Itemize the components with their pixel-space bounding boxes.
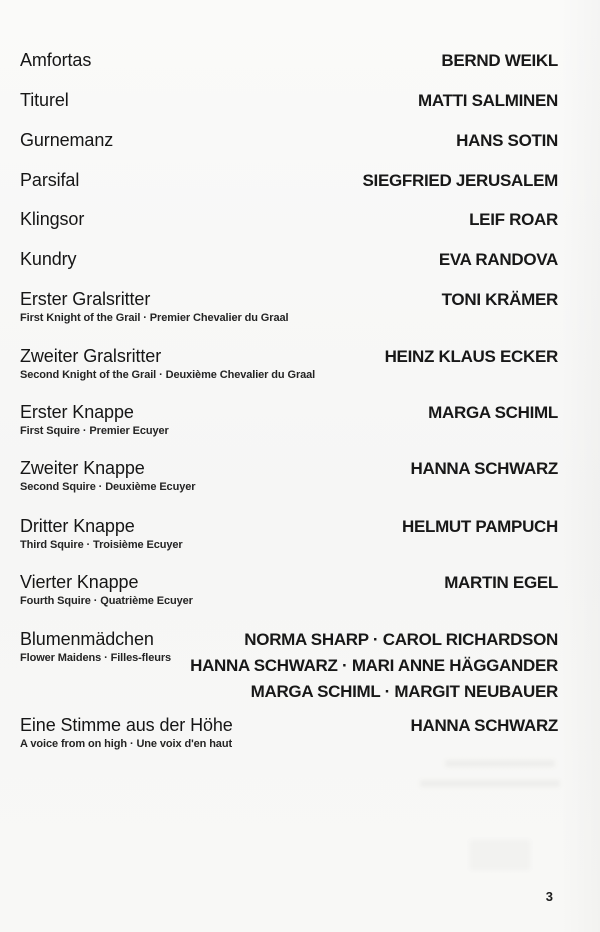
performer-name: LEIF ROAR <box>469 210 558 229</box>
role-name: Eine Stimme aus der Höhe <box>20 715 233 735</box>
cast-row-zweiter-gralsritter <box>20 346 558 381</box>
cast-row-kundry <box>20 249 558 269</box>
performer-name: HANNA SCHWARZ <box>410 459 558 478</box>
role-translation: Third Squire · Troisième Ecuyer <box>20 539 183 551</box>
cast-row-parsifal <box>20 170 558 190</box>
performer-name: MATTI SALMINEN <box>418 91 558 110</box>
role-name: Zweiter Gralsritter <box>20 346 162 366</box>
cast-row-erster-gralsritter <box>20 289 558 324</box>
role-name: Gurnemanz <box>20 130 114 150</box>
role-translation: A voice from on high · Une voix d'en haut <box>20 738 233 750</box>
cast-row-vierter-knappe <box>20 572 558 607</box>
performer-line: MARGA SCHIML · MARGIT NEUBAUER <box>250 682 558 701</box>
role-translation: First Knight of the Grail · Premier Chevalier du Graal <box>20 312 289 324</box>
performer-name: MARTIN EGEL <box>444 573 558 592</box>
role-translation: First Squire · Premier Ecuyer <box>20 425 169 437</box>
role-name: Titurel <box>20 90 69 110</box>
role-translation: Fourth Squire · Quatrième Ecuyer <box>20 595 193 607</box>
page-showthrough-mark <box>420 780 560 787</box>
cast-row-klingsor <box>20 209 558 229</box>
role-name: Vierter Knappe <box>20 572 139 592</box>
performer-name: MARGA SCHIML <box>428 403 558 422</box>
role-name: Zweiter Knappe <box>20 458 145 478</box>
performer-name: HEINZ KLAUS ECKER <box>384 347 558 366</box>
cast-row-blumenmaedchen <box>20 629 558 701</box>
performer-line: NORMA SHARP · CAROL RICHARDSON <box>244 630 558 649</box>
page-number: 3 <box>545 889 553 904</box>
role-name: Klingsor <box>20 209 85 229</box>
cast-row-zweiter-knappe <box>20 458 558 493</box>
role-name: Erster Gralsritter <box>20 289 151 309</box>
performer-name: HANNA SCHWARZ <box>410 716 558 735</box>
cast-row-gurnemanz <box>20 130 558 150</box>
role-name: Dritter Knappe <box>20 516 135 536</box>
performer-name: HANS SOTIN <box>456 131 558 150</box>
cast-row-amfortas <box>20 50 558 70</box>
page-showthrough-mark <box>445 760 555 767</box>
role-name: Amfortas <box>20 50 92 70</box>
performer-name: EVA RANDOVA <box>438 250 558 269</box>
cast-row-erster-knappe <box>20 402 558 437</box>
page-showthrough-mark <box>470 840 530 870</box>
performer-name-group <box>190 627 558 705</box>
role-name: Blumenmädchen <box>20 629 154 649</box>
cast-row-titurel <box>20 90 558 110</box>
performer-name: BERND WEIKL <box>441 51 558 70</box>
role-translation: Second Knight of the Grail · Deuxième Chevalier du Graal <box>20 369 316 381</box>
role-translation: Second Squire · Deuxième Ecuyer <box>20 481 196 493</box>
cast-row-dritter-knappe <box>20 516 558 551</box>
role-translation: Flower Maidens · Filles-fleurs <box>20 652 172 664</box>
performer-name: HELMUT PAMPUCH <box>401 517 558 536</box>
role-name: Parsifal <box>20 170 80 190</box>
performer-name: SIEGFRIED JERUSALEM <box>362 171 558 190</box>
performer-line: HANNA SCHWARZ · MARI ANNE HÄGGANDER <box>190 656 558 675</box>
performer-name: TONI KRÄMER <box>441 290 558 309</box>
role-name: Kundry <box>20 249 77 269</box>
role-name: Erster Knappe <box>20 402 134 422</box>
cast-row-stimme-aus-der-hoehe <box>20 715 558 750</box>
